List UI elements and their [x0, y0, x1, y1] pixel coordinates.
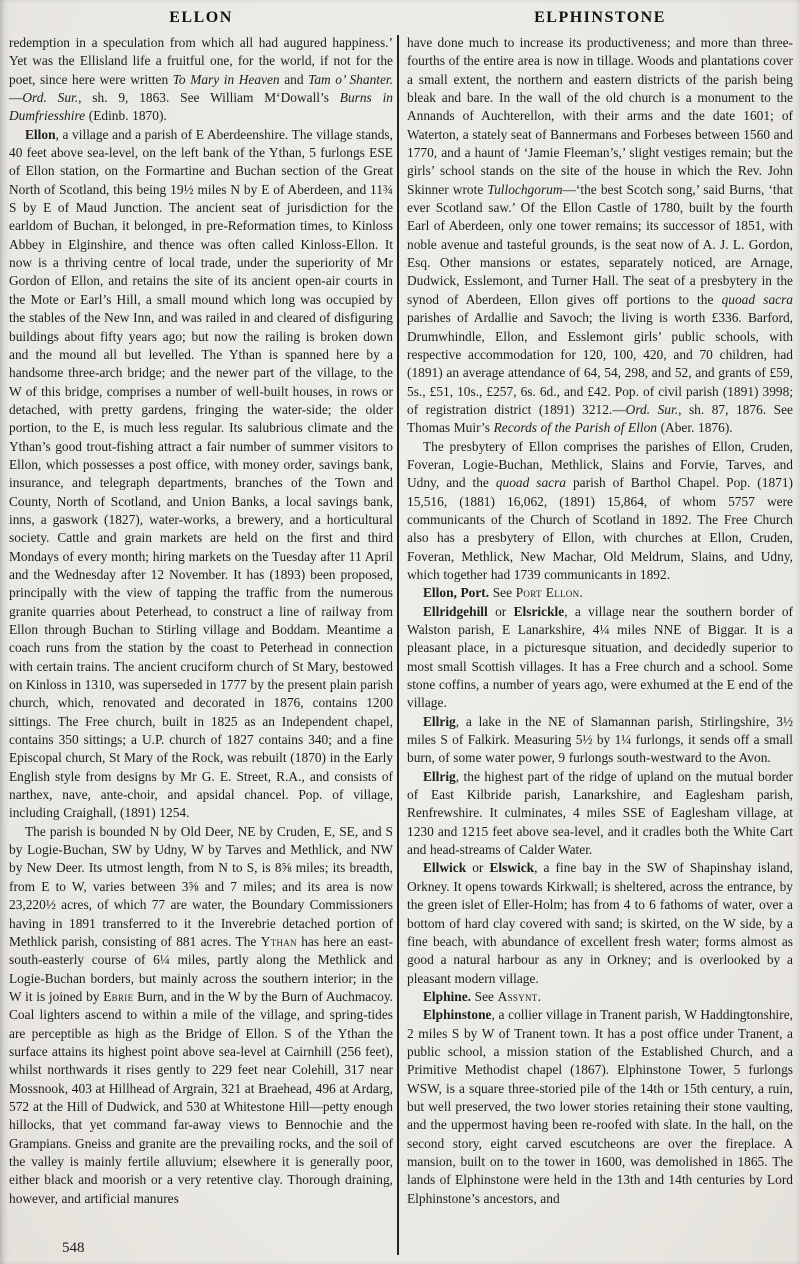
italic-text: quoad sacra [495, 475, 567, 491]
page-number: 548 [62, 1240, 85, 1256]
right-column [399, 8, 793, 1264]
right-column-text [407, 34, 793, 1208]
text-segment: — [9, 90, 23, 106]
paragraph [407, 988, 793, 1006]
entry-headword: Ellon, Port. [423, 585, 490, 601]
running-header-left: ELLON [169, 9, 233, 26]
text-segment: See [489, 585, 516, 601]
text-segment: See [471, 988, 498, 1004]
entry-headword: Elphinstone [423, 1007, 492, 1023]
paragraph [9, 823, 393, 1208]
small-caps-reference: Ythan [260, 933, 297, 949]
entry-headword: Elswick [489, 860, 535, 876]
italic-text: Burns in Dumfriesshire [9, 90, 393, 124]
text-segment: or [466, 860, 490, 876]
left-column-text [9, 34, 393, 1208]
paragraph [407, 438, 793, 585]
paragraph [407, 768, 793, 860]
italic-text: Tullochgorum [487, 181, 563, 197]
paragraph [407, 713, 793, 768]
italic-text: Ord. Sur. [625, 401, 679, 417]
text-segment: has here an east-south-easterly course of 6¼ miles, partly along the Methlick and Logie-Buchan borders, but mainly across the southern interior; in the W it is joined by [9, 933, 393, 1004]
entry-headword: Ellon [25, 126, 56, 142]
italic-text: Ord. Sur. [22, 90, 79, 106]
paragraph [9, 126, 393, 823]
text-segment: , a fine bay in the SW of Shapinshay island, Orkney. It opens towards Kirkwall; is sheltered, across the entrance, by the green islet of Eller-Holm; has from 4 to 6 fathoms of water, over a bottom of hard clay covered with sand; is skirted, on the W side, by a fine beach, with abundance of excellent fresh water; forms almost as good a natural harbour as any in Orkney; and is overlooked by a pleasant modern village. [407, 860, 793, 986]
italic-text: Records of the Parish of Ellon [493, 420, 657, 436]
small-caps-reference: Ebrie [103, 988, 134, 1004]
text-segment: —‘the best Scotch song,’ said Burns, ‘that ever Scotland saw.’ Of the Ellon Castle of 1780, built by the fourth Earl of Aberdeen, only one tower remains; its successor of 1851, with noble avenue and tasteful grounds, is the seat now of A. J. L. Gordon, Esq. Other mansions or estates, separately noticed, are Arnage, Dudwick, Esslemont, and Turner Hall. The seat of a presbytery in the synod of Aberdeen, Ellon gives off portions to the [407, 181, 793, 307]
text-segment: , a village and a parish of E Aberdeenshire. The village stands, 40 feet above sea-level, on the left bank of the Ythan, 5 furlongs ESE of Ellon station, on the Formartine and Buchan section of the Great North of Scotland, this being 19½ miles N by E of Aberdeen, and 11¾ S by E of Maud Junction. The ancient seat of jurisdiction for the earldom of Buchan, it belonged, in pre-Reformation times, to Kinloss Abbey in Elginshire, and thence was often called Kinloss-Ellon. It now is a thriving centre of local trade, under the superiority of Mr Gordon of Ellon, and retains the site of its ancient open-air courts in the Mote or Earl’s Hill, a small mound which long was occupied by the stables of the New Inn, and was railed in and cleared of disfiguring buildings about fifty years ago; but now the railing is broken down and the mound all but levelled. The Ythan is spanned here by a handsome three-arch bridge; and the newer part of the village, to the W of this bridge, comprises a number of well-built houses, in rows or detached, with pretty gardens, fringing the water-side; the older portion, to the E, is much less regular. Its salubrious climate and the Ythan’s good trout-fishing attract a fair number of summer visitors to Ellon, which possesses a post office, with money order, savings bank, insurance, and telegraph departments, branches of the Town and County, North of Scotland, and Union Banks, a local savings bank, inns, a gaswork (1827), water-works, a brewery, and a horticultural society. Cattle and grain markets are held on the first and third Mondays of every month; hiring markets on the Tuesday after 11 April and the Wednesday after 12 November. It has (1893) been proposed, principally with the view of tapping the traffic from the numerous granite quarries about Peterhead, to construct a line of railway from Ellon through Buchan to Stirling village and Boddam. Meantime a coach runs from the station by the coast to Peterhead in connection with certain trains. The ancient cruciform church of St Mary, bestowed on Kinloss in 1310, was superseded in 1777 by the present plain parish church, which, renovated and decorated in 1876, contains 1200 sittings. The Free church, built in 1825 as an Independent chapel, contains 350 sittings; a U.P. church of 1827 contains 340; and a fine Episcopal church, St Mary of the Rock, was rebuilt (1870) in the Early English style from designs by Mr G. E. Street, R.A., and consists of narthex, nave, ante-choir, and apsidal chancel. Pop. of village, including Craighall, (1891) 1254. [9, 126, 393, 821]
text-segment: , a collier village in Tranent parish, W Haddingtonshire, 2 miles S by W of Tranent town. It has a post office under Tranent, a public school, a mission station of the Established Church, and a Primitive Methodist chapel (1867). Elphinstone Tower, 5 furlongs WSW, is a square three-storied pile of the 14th or 15th century, a ruin, but well preserved, the two lower stories retaining their stone vaulting, and the uppermost having been re-roofed with slate. In the hall, on the second story, eight carved escutcheons are over the fireplace. A mansion, built on to the tower in 1600, was demolished in 1865. The lands of Elphinstone were held in the 13th and 14th centuries by Lord Elphinstone’s ancestors, and [407, 1007, 793, 1206]
text-segment: parish of Barthol Chapel. Pop. (1871) 15,516, (1881) 16,062, (1891) 15,864, of whom 5757 were communicants of the Church of Scotland in 1892. The Free Church also has a presbytery of Ellon, with churches at Ellon, Cruden, Foveran, Methlick, New Machar, Old Meldrum, Slains, and Udny, which together had 1739 communicants in 1892. [407, 475, 793, 582]
entry-headword: Ellridgehill [423, 603, 488, 619]
text-segment: and [279, 71, 309, 87]
small-caps-reference: Port Ellon [515, 585, 580, 601]
text-segment: parishes of Ardallie and Savoch; the living is worth £336. Barford, Drumwhindle, Ellon, and Esslemont girls’ public schools, with respective accommodation for 120, 100, 420, and 70 children, had (1891) an average attendance of 64, 54, 298, and 52, and grants of £59, 5s., £51, 10s., £257, 6s. 6d., and £42. Pop. of civil parish (1891) 3998; of registration district (1891) 3212.— [407, 310, 793, 417]
italic-text: quoad sacra [721, 291, 793, 307]
text-segment: Burn, and in the W by the Burn of Auchmacoy. Coal lighters ascend to within a mile of the village, and spring-tides are perceptible as high as the Bridge of Ellon. S of the Ythan the surface attains its highest point above sea-level at Cairnhill (256 feet), whilst northwards it rises gently to 229 feet near Colehill, 317 near Mossnook, 403 at Hillhead of Argrain, 321 at Braehead, 496 at Ardarg, 572 at the Hill of Dudwick, and 530 at Whitestone Hill—petty enough hillocks, that yet command far-away views to Bennochie and the Grampians. Gneiss and granite are the prevailing rocks, and the soil of the valley is mainly fertile alluvium; elsewhere it is generally poor, either black and moorish or a very retentive clay. Thorough draining, however, and artificial manures [9, 988, 393, 1206]
text-segment: redemption in a speculation from which all had augured happiness.’ Yet was the Ellisland life a fruitful one, for the world, if not for the poet, since here were written [9, 35, 393, 87]
running-header-right: ELPHINSTONE [534, 9, 666, 26]
paragraph [407, 603, 793, 713]
entry-headword: Ellrig [423, 713, 456, 729]
text-segment: , the highest part of the ridge of upland on the mutual border of East Kilbride parish, Lanarkshire, and Eaglesham parish, Renfrewshire. It culminates, 4 miles SSE of Eaglesham village, at 1230 and 1215 feet above sea-level, and it cradles both the White Cart and head-streams of Calder Water. [407, 768, 793, 858]
text-segment: (Aber. 1876). [656, 420, 733, 436]
text-segment: The parish is bounded N by Old Deer, NE by Cruden, E, SE, and S by Logie-Buchan, SW by Udny, W by Tarves and Methlick, and NW by New Deer. Its utmost length, from N to S, is 8⅝ miles; its breadth, from E to W, varies between 3⅝ and 7 miles; and its area is now 23,220½ acres, of which 77 are water, the Boundary Commissioners having in 1891 transferred to it the Inverebrie detached portion of Methlick parish, consisting of 881 acres. The [9, 823, 393, 949]
text-segment: have done much to increase its productiveness; and more than three-fourths of the entire area is now in tillage. Woods and plantations cover a small extent, the northern and eastern districts of the parish being bleak and bare. In the wall of the old church is a monument to the Annands of Auchterellon, with their arms and the date 1601; of Waterton, a stately seat of Bannermans and Forbeses between 1560 and 1770, and a haunt of ‘Jamie Fleeman’s,’ slight vestiges remain; but the girls’ school stands on the site of the house in which the Rev. John Skinner wrote [407, 35, 793, 197]
entry-headword: Ellwick [423, 860, 467, 876]
paragraph [407, 1006, 793, 1208]
left-column [9, 8, 397, 1264]
text-segment: , sh. 9, 1863. See William M‘Dowall’s [78, 90, 340, 106]
italic-text: Tam o’ Shanter. [308, 71, 394, 87]
text-segment: , a village near the southern border of Walston parish, E Lanarkshire, 4¼ miles NNE of Biggar. It is a pleasant place, in a picturesque situation, and decidedly superior to most small Scottish villages. It has a Free church and a school. Some stone coffins, a number of years ago, were exhumed at the E end of the village. [407, 603, 793, 711]
text-segment: , sh. 87, 1876. See Thomas Muir’s [407, 401, 793, 436]
italic-text: To Mary in Heaven [172, 71, 280, 87]
text-segment: . [579, 585, 583, 601]
paragraph [9, 34, 393, 126]
text-segment: or [487, 603, 514, 619]
paragraph [407, 584, 793, 602]
entry-headword: Elsrickle [513, 603, 565, 619]
small-caps-reference: Assynt [497, 988, 538, 1004]
text-segment: (Edinb. 1870). [85, 108, 167, 124]
two-column-layout [9, 8, 793, 1264]
text-segment: The presbytery of Ellon comprises the parishes of Ellon, Cruden, Foveran, Logie-Buchan, Methlick, Slains and Forvie, Tarves, and Udny, and the [407, 438, 793, 491]
text-segment: , a lake in the NE of Slamannan parish, Stirlingshire, 3½ miles S of Falkirk. Measuring 5½ by 1¼ furlongs, it sends off a small burn, of some water power, 9 furlongs south-westward to the Avon. [407, 713, 793, 766]
entry-headword: Ellrig [423, 768, 456, 784]
paragraph [407, 34, 793, 438]
paragraph [407, 859, 793, 987]
entry-headword: Elphine. [423, 988, 472, 1004]
text-segment: . [537, 988, 541, 1004]
